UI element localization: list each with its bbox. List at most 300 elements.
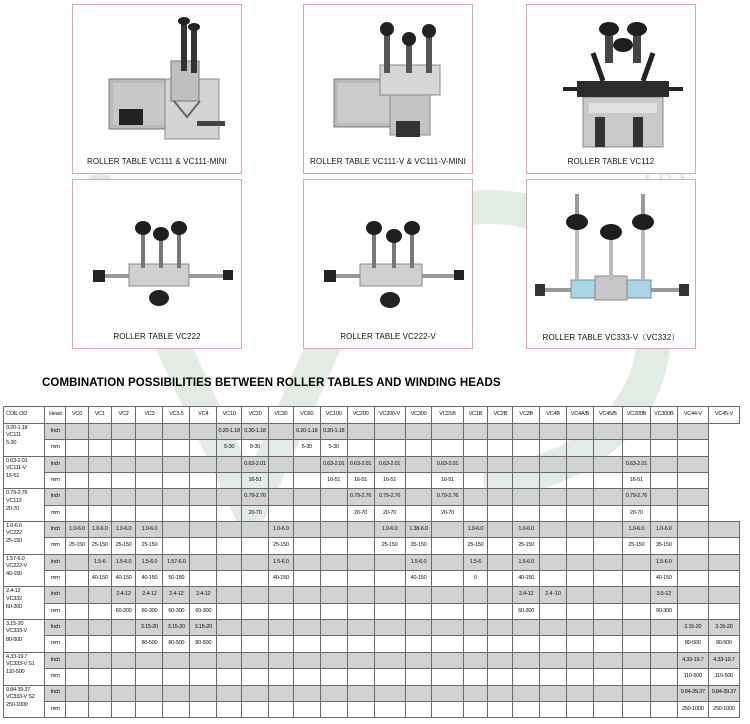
value-cell — [567, 538, 594, 554]
value-cell — [268, 669, 293, 685]
value-cell — [622, 685, 650, 701]
value-cell — [432, 571, 463, 587]
value-cell — [347, 701, 374, 717]
column-header: VC1B — [463, 407, 488, 424]
value-cell: 0.79-2.76 — [432, 489, 463, 505]
product-caption: ROLLER TABLE VC111 & VC111-MINI — [86, 157, 228, 166]
value-cell: 16-51 — [374, 473, 405, 489]
value-cell: 3.15-20 — [708, 620, 739, 636]
value-cell — [540, 505, 567, 521]
value-cell — [66, 603, 89, 619]
value-cell — [374, 701, 405, 717]
value-cell: 16-51 — [432, 473, 463, 489]
value-cell — [217, 603, 242, 619]
unit-cell: Inch — [45, 652, 66, 668]
value-cell — [217, 701, 242, 717]
value-cell — [463, 701, 488, 717]
value-cell — [405, 701, 432, 717]
value-cell — [463, 456, 488, 472]
value-cell: 0 — [463, 571, 488, 587]
value-cell — [540, 685, 567, 701]
value-cell — [66, 652, 89, 668]
roller-table-vc222-v-image — [310, 184, 466, 324]
value-cell: 25-150 — [513, 538, 540, 554]
value-cell — [163, 669, 190, 685]
value-cell — [190, 685, 217, 701]
value-cell — [190, 554, 217, 570]
value-cell: 1.57-6.0 — [163, 554, 190, 570]
column-header: VC100 — [320, 407, 347, 424]
value-cell — [88, 669, 111, 685]
value-cell: 90-300 — [650, 603, 677, 619]
roller-table-vc333-v-image — [533, 184, 689, 324]
value-cell: 1.5-6.0 — [405, 554, 432, 570]
value-cell — [650, 505, 677, 521]
value-cell: 25-150 — [374, 538, 405, 554]
value-cell — [88, 587, 111, 603]
value-cell — [650, 456, 677, 472]
coil-od-line: 25-150 — [6, 538, 22, 545]
unit-cell: mm — [45, 473, 66, 489]
column-header: VC300 — [405, 407, 432, 424]
value-cell — [88, 440, 111, 456]
table-row — [4, 636, 740, 652]
value-cell — [111, 473, 136, 489]
value-cell — [677, 440, 708, 456]
value-cell: 0.79-2.76 — [242, 489, 269, 505]
unit-cell: Inch — [45, 620, 66, 636]
value-cell: 20-70 — [374, 505, 405, 521]
value-cell — [293, 522, 320, 538]
value-cell — [432, 440, 463, 456]
unit-cell: mm — [45, 603, 66, 619]
value-cell — [88, 603, 111, 619]
value-cell — [513, 620, 540, 636]
value-cell — [405, 620, 432, 636]
table-row — [4, 652, 740, 668]
coil-od-line: 60-300 — [6, 603, 22, 610]
product-caption: ROLLER TABLE VC112 — [567, 157, 655, 166]
value-cell — [488, 505, 513, 521]
value-cell — [163, 685, 190, 701]
column-header: Head — [45, 407, 66, 424]
value-cell — [567, 456, 594, 472]
value-cell — [268, 603, 293, 619]
value-cell — [463, 440, 488, 456]
value-cell: 3.15-20 — [163, 620, 190, 636]
table-row — [4, 456, 740, 472]
value-cell — [293, 685, 320, 701]
value-cell: 80-500 — [136, 636, 163, 652]
coil-od-line: 0.79-2.76 — [6, 490, 28, 497]
value-cell — [593, 620, 622, 636]
value-cell — [242, 522, 269, 538]
value-cell — [677, 456, 708, 472]
value-cell: 35-150 — [650, 538, 677, 554]
table-row — [4, 473, 740, 489]
value-cell — [677, 603, 708, 619]
value-cell — [708, 587, 739, 603]
value-cell — [374, 685, 405, 701]
value-cell — [567, 652, 594, 668]
value-cell — [593, 587, 622, 603]
value-cell — [593, 669, 622, 685]
value-cell — [268, 701, 293, 717]
coil-od-line: 20-70 — [6, 505, 20, 512]
value-cell — [650, 473, 677, 489]
value-cell — [405, 440, 432, 456]
value-cell — [593, 505, 622, 521]
value-cell: 25-150 — [111, 538, 136, 554]
table-row — [4, 440, 740, 456]
value-cell — [540, 701, 567, 717]
value-cell: 20-70 — [622, 505, 650, 521]
value-cell — [242, 571, 269, 587]
value-cell: 2.4-12 — [513, 587, 540, 603]
value-cell — [567, 489, 594, 505]
value-cell — [622, 652, 650, 668]
value-cell — [66, 505, 89, 521]
product-card-vc333-v — [526, 179, 696, 349]
value-cell — [66, 554, 89, 570]
value-cell — [268, 652, 293, 668]
value-cell: 1.0-6.0 — [622, 522, 650, 538]
value-cell — [111, 440, 136, 456]
coil-od-line: VC333-V S2 — [6, 693, 35, 700]
unit-cell: mm — [45, 538, 66, 554]
value-cell: 0.63-2.01 — [622, 456, 650, 472]
coil-od-line: VC332 — [6, 595, 22, 602]
value-cell — [293, 456, 320, 472]
value-cell — [513, 424, 540, 440]
value-cell: 5-30 — [217, 440, 242, 456]
coil-od-line: 1.0-6.0 — [6, 523, 22, 530]
value-cell — [217, 456, 242, 472]
value-cell — [88, 636, 111, 652]
value-cell — [513, 440, 540, 456]
product-card-vc222 — [72, 179, 242, 349]
coil-od-line: 4.33-19.7 — [6, 653, 28, 660]
value-cell — [136, 489, 163, 505]
column-header: VC4B — [540, 407, 567, 424]
value-cell — [163, 440, 190, 456]
value-cell — [190, 424, 217, 440]
column-header: VC44-V — [677, 407, 708, 424]
value-cell — [217, 620, 242, 636]
value-cell — [374, 603, 405, 619]
column-header: VC3 — [136, 407, 163, 424]
value-cell — [293, 473, 320, 489]
coil-od-line: VC333-V S1 — [6, 661, 35, 667]
table-row — [4, 424, 740, 440]
value-cell — [463, 636, 488, 652]
value-cell — [432, 554, 463, 570]
value-cell — [622, 603, 650, 619]
value-cell — [190, 440, 217, 456]
value-cell — [217, 636, 242, 652]
value-cell: 1.38-6.0 — [405, 522, 432, 538]
value-cell — [567, 636, 594, 652]
value-cell — [293, 636, 320, 652]
value-cell — [217, 669, 242, 685]
value-cell — [88, 701, 111, 717]
value-cell — [677, 489, 708, 505]
value-cell — [432, 636, 463, 652]
value-cell — [488, 603, 513, 619]
value-cell — [293, 505, 320, 521]
value-cell — [163, 456, 190, 472]
value-cell — [136, 652, 163, 668]
value-cell — [242, 701, 269, 717]
value-cell — [320, 522, 347, 538]
value-cell — [405, 652, 432, 668]
value-cell: 0.63-2.01 — [242, 456, 269, 472]
value-cell — [374, 554, 405, 570]
unit-cell: mm — [45, 440, 66, 456]
value-cell: 40-150 — [111, 571, 136, 587]
column-header: VC2B — [488, 407, 513, 424]
value-cell — [405, 489, 432, 505]
value-cell — [567, 505, 594, 521]
value-cell: 25-150 — [136, 538, 163, 554]
value-cell — [163, 489, 190, 505]
value-cell — [567, 587, 594, 603]
value-cell: 16-51 — [242, 473, 269, 489]
value-cell — [136, 456, 163, 472]
product-caption: ROLLER TABLE VC111-V & VC111-V-MINI — [310, 157, 466, 166]
value-cell: 1.0-6.0 — [88, 522, 111, 538]
coil-od-line: VC222 — [6, 530, 22, 537]
value-cell: 3.15-20 — [136, 620, 163, 636]
value-cell: 25-150 — [88, 538, 111, 554]
value-cell — [163, 505, 190, 521]
value-cell — [540, 473, 567, 489]
value-cell — [217, 554, 242, 570]
value-cell — [622, 636, 650, 652]
value-cell — [66, 669, 89, 685]
value-cell — [242, 636, 269, 652]
value-cell — [66, 620, 89, 636]
value-cell — [66, 701, 89, 717]
coil-od-line: 1.57-6.0 — [6, 555, 25, 562]
value-cell: 60-300 — [190, 603, 217, 619]
value-cell: 1.5-6 — [88, 554, 111, 570]
value-cell: 1.5-6.0 — [136, 554, 163, 570]
value-cell — [347, 538, 374, 554]
value-cell — [540, 571, 567, 587]
value-cell — [432, 587, 463, 603]
value-cell — [347, 669, 374, 685]
value-cell — [320, 669, 347, 685]
value-cell — [374, 669, 405, 685]
value-cell — [513, 669, 540, 685]
value-cell — [463, 587, 488, 603]
value-cell: 0.20-1.18 — [217, 424, 242, 440]
table-row — [4, 603, 740, 619]
value-cell: 60-300 — [163, 603, 190, 619]
value-cell — [432, 685, 463, 701]
coil-od-line: 2.4-12 — [6, 588, 21, 595]
value-cell — [347, 652, 374, 668]
value-cell — [488, 652, 513, 668]
value-cell: 0.63-2.01 — [347, 456, 374, 472]
value-cell: 20-70 — [432, 505, 463, 521]
table-row — [4, 701, 740, 717]
unit-cell: mm — [45, 505, 66, 521]
table-header-row — [4, 407, 740, 424]
value-cell — [513, 489, 540, 505]
value-cell — [650, 440, 677, 456]
value-cell — [320, 538, 347, 554]
value-cell — [111, 620, 136, 636]
value-cell: 16-51 — [320, 473, 347, 489]
value-cell — [293, 554, 320, 570]
value-cell — [488, 701, 513, 717]
value-cell: 50-150 — [163, 571, 190, 587]
table-row — [4, 505, 740, 521]
value-cell — [567, 440, 594, 456]
value-cell — [347, 571, 374, 587]
value-cell — [190, 669, 217, 685]
value-cell — [677, 554, 708, 570]
value-cell — [622, 701, 650, 717]
value-cell — [320, 652, 347, 668]
value-cell — [374, 440, 405, 456]
value-cell — [88, 620, 111, 636]
product-caption: ROLLER TABLE VC222-V — [340, 332, 436, 341]
unit-cell: Inch — [45, 587, 66, 603]
value-cell — [293, 587, 320, 603]
value-cell: 2.4-12 — [136, 587, 163, 603]
value-cell: 40-150 — [88, 571, 111, 587]
value-cell — [650, 701, 677, 717]
value-cell — [488, 587, 513, 603]
value-cell: 1.0-6.0 — [268, 522, 293, 538]
value-cell — [708, 554, 739, 570]
value-cell — [432, 620, 463, 636]
value-cell — [567, 424, 594, 440]
value-cell — [405, 603, 432, 619]
value-cell: 250-1000 — [708, 701, 739, 717]
value-cell — [111, 636, 136, 652]
value-cell — [268, 587, 293, 603]
value-cell — [540, 489, 567, 505]
value-cell — [217, 489, 242, 505]
value-cell — [320, 620, 347, 636]
value-cell — [217, 538, 242, 554]
value-cell: 40-150 — [268, 571, 293, 587]
value-cell: 0.20-1.18 — [320, 424, 347, 440]
value-cell — [242, 652, 269, 668]
value-cell — [268, 456, 293, 472]
value-cell — [513, 701, 540, 717]
coil-od-line: VC333-V — [6, 628, 27, 635]
value-cell — [405, 505, 432, 521]
value-cell — [593, 489, 622, 505]
value-cell: 40-150 — [513, 571, 540, 587]
value-cell: 1.0-6.0 — [136, 522, 163, 538]
value-cell — [347, 424, 374, 440]
value-cell: 25-150 — [463, 538, 488, 554]
value-cell — [463, 424, 488, 440]
column-header: VC4A/B — [567, 407, 594, 424]
column-header: VC3.5 — [163, 407, 190, 424]
value-cell: 25-150 — [622, 538, 650, 554]
value-cell — [488, 473, 513, 489]
value-cell — [190, 473, 217, 489]
value-cell: 1.0-6.0 — [111, 522, 136, 538]
value-cell: 1.0-6.0 — [374, 522, 405, 538]
value-cell — [513, 685, 540, 701]
value-cell — [405, 473, 432, 489]
value-cell — [650, 489, 677, 505]
value-cell: 40-150 — [136, 571, 163, 587]
value-cell — [217, 505, 242, 521]
value-cell — [488, 424, 513, 440]
value-cell — [190, 538, 217, 554]
value-cell — [650, 424, 677, 440]
value-cell: 2.4-12 — [111, 587, 136, 603]
value-cell: 3.15-20 — [677, 620, 708, 636]
value-cell — [217, 685, 242, 701]
value-cell — [488, 538, 513, 554]
value-cell — [320, 571, 347, 587]
value-cell — [136, 505, 163, 521]
value-cell: 20-70 — [347, 505, 374, 521]
value-cell — [242, 603, 269, 619]
table-row — [4, 571, 740, 587]
coil-od-line: VC111 — [6, 432, 22, 439]
value-cell — [66, 587, 89, 603]
coil-od-line: 0.63-2.01 — [6, 457, 28, 464]
value-cell — [190, 505, 217, 521]
column-header: VC300B — [650, 407, 677, 424]
section-title: COMBINATION POSSIBILITIES BETWEEN ROLLER TABLES AND WINDING HEADS — [42, 377, 501, 389]
value-cell — [405, 456, 432, 472]
column-header: VC4 — [190, 407, 217, 424]
value-cell: 80-500 — [163, 636, 190, 652]
value-cell — [163, 652, 190, 668]
value-cell — [593, 456, 622, 472]
column-header: VC45/B — [593, 407, 622, 424]
value-cell — [622, 669, 650, 685]
value-cell: 25-150 — [66, 538, 89, 554]
value-cell — [88, 456, 111, 472]
value-cell — [163, 538, 190, 554]
unit-cell: Inch — [45, 456, 66, 472]
value-cell: 3.15-20 — [190, 620, 217, 636]
value-cell — [374, 620, 405, 636]
coil-od-line: 3.15-20 — [6, 621, 24, 628]
value-cell — [293, 489, 320, 505]
value-cell: 0.63-2.01 — [374, 456, 405, 472]
value-cell — [268, 685, 293, 701]
value-cell — [242, 587, 269, 603]
column-header: VC45-V — [708, 407, 739, 424]
coil-od-cell — [4, 620, 45, 653]
coil-od-cell — [4, 424, 45, 457]
value-cell: 9.84-39.37 — [708, 685, 739, 701]
unit-cell: mm — [45, 571, 66, 587]
value-cell — [650, 620, 677, 636]
value-cell — [567, 603, 594, 619]
value-cell — [463, 620, 488, 636]
value-cell — [136, 424, 163, 440]
value-cell — [650, 652, 677, 668]
unit-cell: mm — [45, 636, 66, 652]
value-cell: 1.5-6 — [463, 554, 488, 570]
value-cell: 8-30 — [242, 440, 269, 456]
